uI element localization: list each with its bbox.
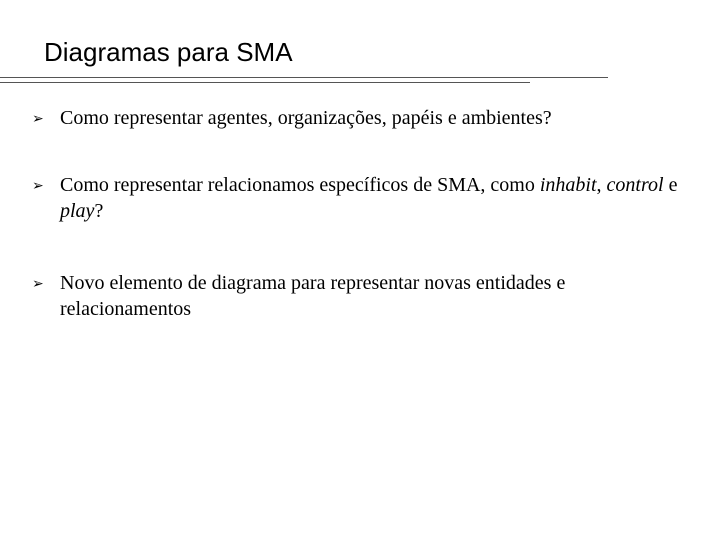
separator: e <box>663 174 678 196</box>
bullet-item <box>32 172 682 224</box>
bullet-text <box>60 172 682 224</box>
bullet-text-start: Como representar relacionamos específicos de SMA, como <box>60 174 540 196</box>
term-play: play <box>60 200 95 222</box>
term-control: control <box>606 174 664 196</box>
separator: , <box>596 174 607 196</box>
slide-title: Diagramas para SMA <box>44 37 293 67</box>
arrow-bullet-icon: ➢ <box>32 178 44 194</box>
bullet-text: Novo elemento de diagrama para representar novas entidades e relacionamentos <box>60 272 566 320</box>
title-underline-bottom <box>0 82 530 83</box>
bullet-item <box>32 270 682 322</box>
arrow-bullet-icon: ➢ <box>32 276 44 292</box>
term-inhabit: inhabit <box>539 174 597 196</box>
bullet-text-end: ? <box>94 200 104 222</box>
bullet-text: Como representar agentes, organizações, papéis e ambientes? <box>60 107 552 129</box>
title-underline-top <box>0 77 608 78</box>
bullet-item <box>32 105 682 133</box>
arrow-bullet-icon: ➢ <box>32 111 44 127</box>
